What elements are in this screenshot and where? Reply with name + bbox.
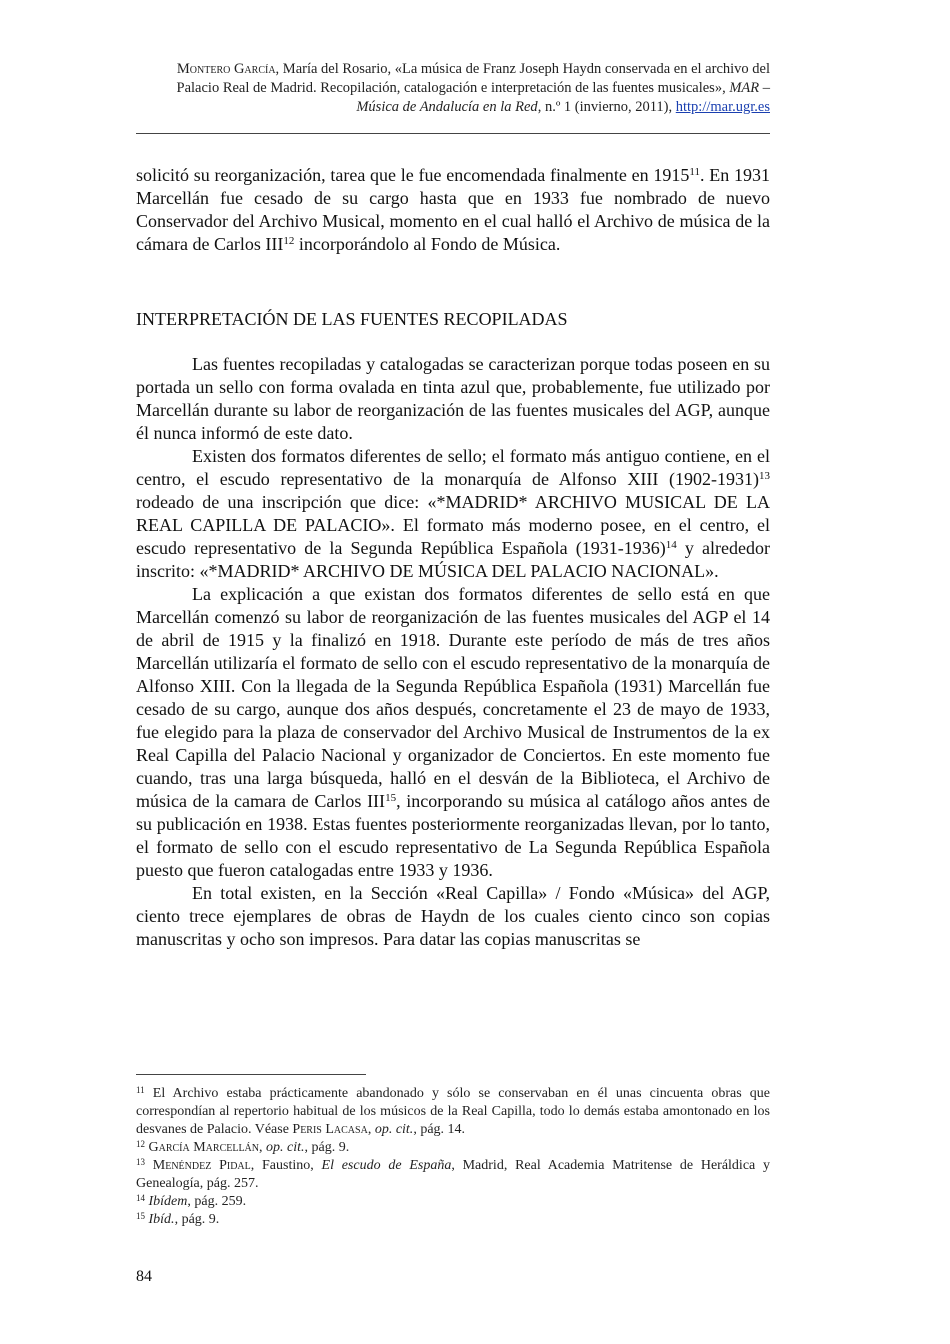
paragraph-4: La explicación a que existan dos formatos diferentes de sello está en que Marcellán comenzó su labor de reorganización de las fuentes musicales del AGP el 14 de abril de 1915 y la finalizó en 1918. Durante este período de más de tres años Marcellán utilizaría el formato de sello con el escudo representativo de la monarquía de Alfonso XIII. Con la llegada de la Segunda República Española (1931) Marcellán fue cesado de su cargo, aunque dos años después, concretamente el 23 de mayo de 1933, fue elegido para la plaza de conservador del Archivo Musical de Instrumentos de la ex Real Capilla del Palacio Nacional y organizador de Conciertos. En este momento fue cuando, tras una larga búsqueda, halló en el desván de la Biblioteca, el Archivo de música de la camara de Carlos III$^{15}$, incorporando su música al catálogo años antes de su publicación en 1938. Estas fuentes posteriormente reorganizadas llevan, por lo tanto, el formato de sello con el escudo representativo de La Segunda República Española puesto que fueron catalogadas entre 1933 y 1936. [136, 584, 771, 880]
paragraph-3: Existen dos formatos diferentes de sello; el formato más antiguo contiene, en el centro, el escudo representativo de la monarquía de Alfonso XIII (1902-1931)$^{13}$ rodeado de una inscripción que dice: «*MADRID* ARCHIVO MUSICAL DE LA REAL CAPILLA DE PALACIO». El formato más moderno posee, en el centro, el escudo representativo de la Segunda República Española (1931-1936)$^{14}$ y alrededor inscrito: «*MADRID* ARCHIVO DE MÚSICA DEL PALACIO NACIONAL». [136, 446, 771, 581]
footnote-14: $^{14}$ Ibídem, pág. 259. [136, 1193, 247, 1209]
footnote-ref-11: 11 [689, 166, 700, 178]
header-rule [136, 133, 770, 134]
footnote-13: $^{13}$ Menéndez Pidal, Faustino, El escudo de España, Madrid, Real Academia Matritense de Heráldica y Genealogía, pág. 257. [136, 1157, 771, 1191]
paragraph-2: Las fuentes recopiladas y catalogadas se caracterizan porque todas poseen en su portada un sello con forma ovalada en tinta azul que, probablemente, fue utilizado por Marcellán durante su labor de reorganización de las fuentes musicales del AGP, aunque él nunca informó de este dato. [136, 354, 770, 443]
footnote-ref-12: 12 [283, 235, 295, 247]
footnote-rule [136, 1074, 366, 1075]
footnote-ref-13: 13 [759, 470, 770, 482]
body-text [136, 164, 770, 951]
footnote-ref-14: 14 [665, 539, 677, 551]
footnote-12: $^{12}$ García Marcellán, op. cit., pág. 9. [136, 1139, 350, 1155]
paragraph-5: En total existen, en la Sección «Real Capilla» / Fondo «Música» del AGP, ciento trece ejemplares de obras de Haydn de los cuales ciento cinco son copias manuscritas y ocho son impresos. Para datar las copias manuscritas se [136, 883, 770, 949]
footnote-15: $^{15}$ Ibíd., pág. 9. [136, 1211, 220, 1227]
header-journal-title: MAR – Música de Andalucía en la Red [356, 80, 770, 115]
footnote-11: $^{11}$ El Archivo estaba prácticamente abandonado y sólo se conservaban en él unas cincuenta obras que correspondían al repertorio habitual de los músicos de la Real Capilla, todo lo demás estaba amontonado en los desvanes de Palacio. Véase Peris Lacasa, op. cit., pág. 14. [136, 1085, 770, 1137]
header-url-link[interactable]: http://mar.ugr.es [675, 99, 770, 115]
header-author: Montero García [176, 61, 276, 77]
paragraph-1: solicitó su reorganización, tarea que le fue encomendada finalmente en 1915$^{11}$. En 1931 Marcellán fue cesado de su cargo hasta que en 1933 fue nombrado de nuevo Conservador del Archivo Musical, momento en el cual halló el Archivo de música de la cámara de Carlos III$^{12}$ incorporándolo al Fondo de Música. [136, 165, 770, 254]
header-issue: , n.º 1 (invierno, 2011), [537, 99, 676, 115]
running-header [136, 60, 770, 117]
header-citation: , María del Rosario, «La música de Franz Joseph Haydn conservada en el archivo del Palacio Real de Madrid. Recopilación, catalogación e interpretación de las fuentes musicales», [176, 61, 770, 96]
footnotes [136, 1085, 770, 1229]
page-number: 84 [136, 1268, 152, 1285]
footnote-ref-15: 15 [385, 792, 397, 804]
section-heading: INTERPRETACIÓN DE LAS FUENTES RECOPILADAS [136, 309, 568, 329]
